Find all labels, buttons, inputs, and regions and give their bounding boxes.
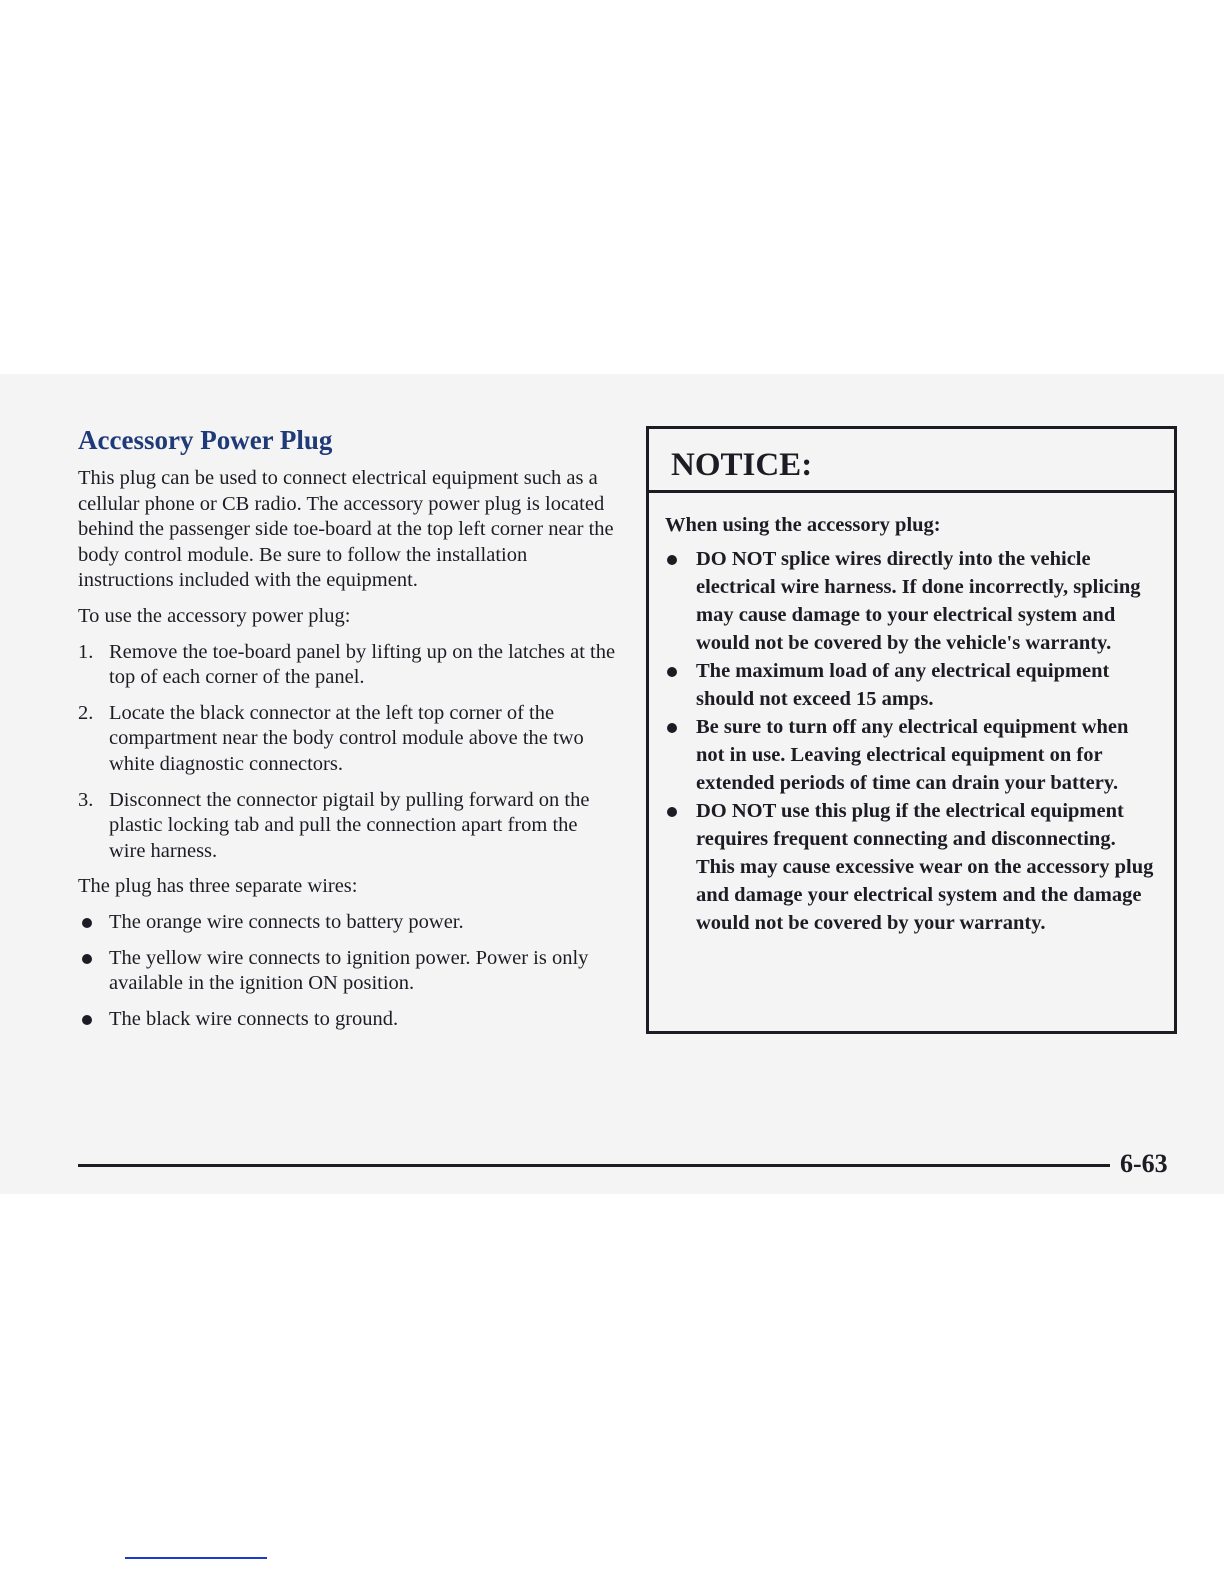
step-text: Locate the black connector at the left top corner of the compartment near the body control module above the two white diagnostic connectors. (109, 701, 584, 775)
step-text: Remove the toe-board panel by lifting up on the latches at the top of each corner of the panel. (109, 640, 616, 689)
step-item (78, 640, 618, 691)
bullet-icon (82, 954, 92, 964)
step-number: 2. (78, 701, 94, 724)
notice-item-text: The maximum load of any electrical equipment should not exceed 15 amps. (696, 660, 1110, 710)
wire-text: The yellow wire connects to ignition power. Power is only available in the ignition ON position. (109, 946, 589, 995)
wire-text: The black wire connects to ground. (109, 1007, 399, 1030)
notice-intro: When using the accessory plug: (665, 514, 941, 536)
notice-title: NOTICE: (649, 429, 1174, 493)
wires-list (78, 910, 618, 1032)
bullet-icon (82, 1015, 92, 1025)
main-column (78, 422, 618, 1042)
section-title: Accessory Power Plug (78, 425, 333, 455)
step-item (78, 701, 618, 778)
bullet-icon (82, 918, 92, 928)
notice-item (665, 713, 1158, 797)
bullet-icon (667, 555, 677, 565)
notice-item (665, 657, 1158, 713)
wire-item (78, 1007, 618, 1033)
intro-paragraph: This plug can be used to connect electrical equipment such as a cellular phone or CB radio. The accessory power plug is located behind the passenger side toe-board at the top left corner near the body control module. Be sure to follow the installation instructions included with the equipment. (78, 467, 614, 592)
bullet-icon (667, 723, 677, 733)
bullet-icon (667, 807, 677, 817)
notice-box (646, 426, 1177, 1034)
steps-lead: To use the accessory power plug: (78, 604, 351, 627)
page-number: 6-63 (1120, 1149, 1168, 1178)
step-text: Disconnect the connector pigtail by pulling forward on the plastic locking tab and pull the connection apart from the wire harness. (109, 788, 590, 862)
notice-list (665, 545, 1158, 937)
wire-item (78, 946, 618, 997)
wire-text: The orange wire connects to battery power. (109, 910, 464, 933)
wire-item (78, 910, 618, 936)
footer-rule (78, 1164, 1110, 1167)
step-item (78, 788, 618, 865)
notice-item (665, 797, 1158, 937)
notice-item-text: DO NOT use this plug if the electrical equipment requires frequent connecting and disconnecting. This may cause excessive wear on the accessory plug and damage your electrical system and the damage would not be covered by your warranty. (696, 800, 1154, 934)
notice-item-text: DO NOT splice wires directly into the vehicle electrical wire harness. If done incorrectly, splicing may cause damage to your electrical system and would not be covered by the vehicle's warranty. (696, 548, 1141, 654)
step-number: 1. (78, 640, 94, 663)
step-number: 3. (78, 788, 94, 811)
notice-body (649, 493, 1174, 937)
notice-item-text: Be sure to turn off any electrical equipment when not in use. Leaving electrical equipment on for extended periods of time can drain your battery. (696, 716, 1129, 794)
notice-item (665, 545, 1158, 657)
steps-list (78, 640, 618, 865)
bullet-icon (667, 667, 677, 677)
link-underline[interactable] (125, 1557, 267, 1559)
wires-lead: The plug has three separate wires: (78, 875, 358, 898)
